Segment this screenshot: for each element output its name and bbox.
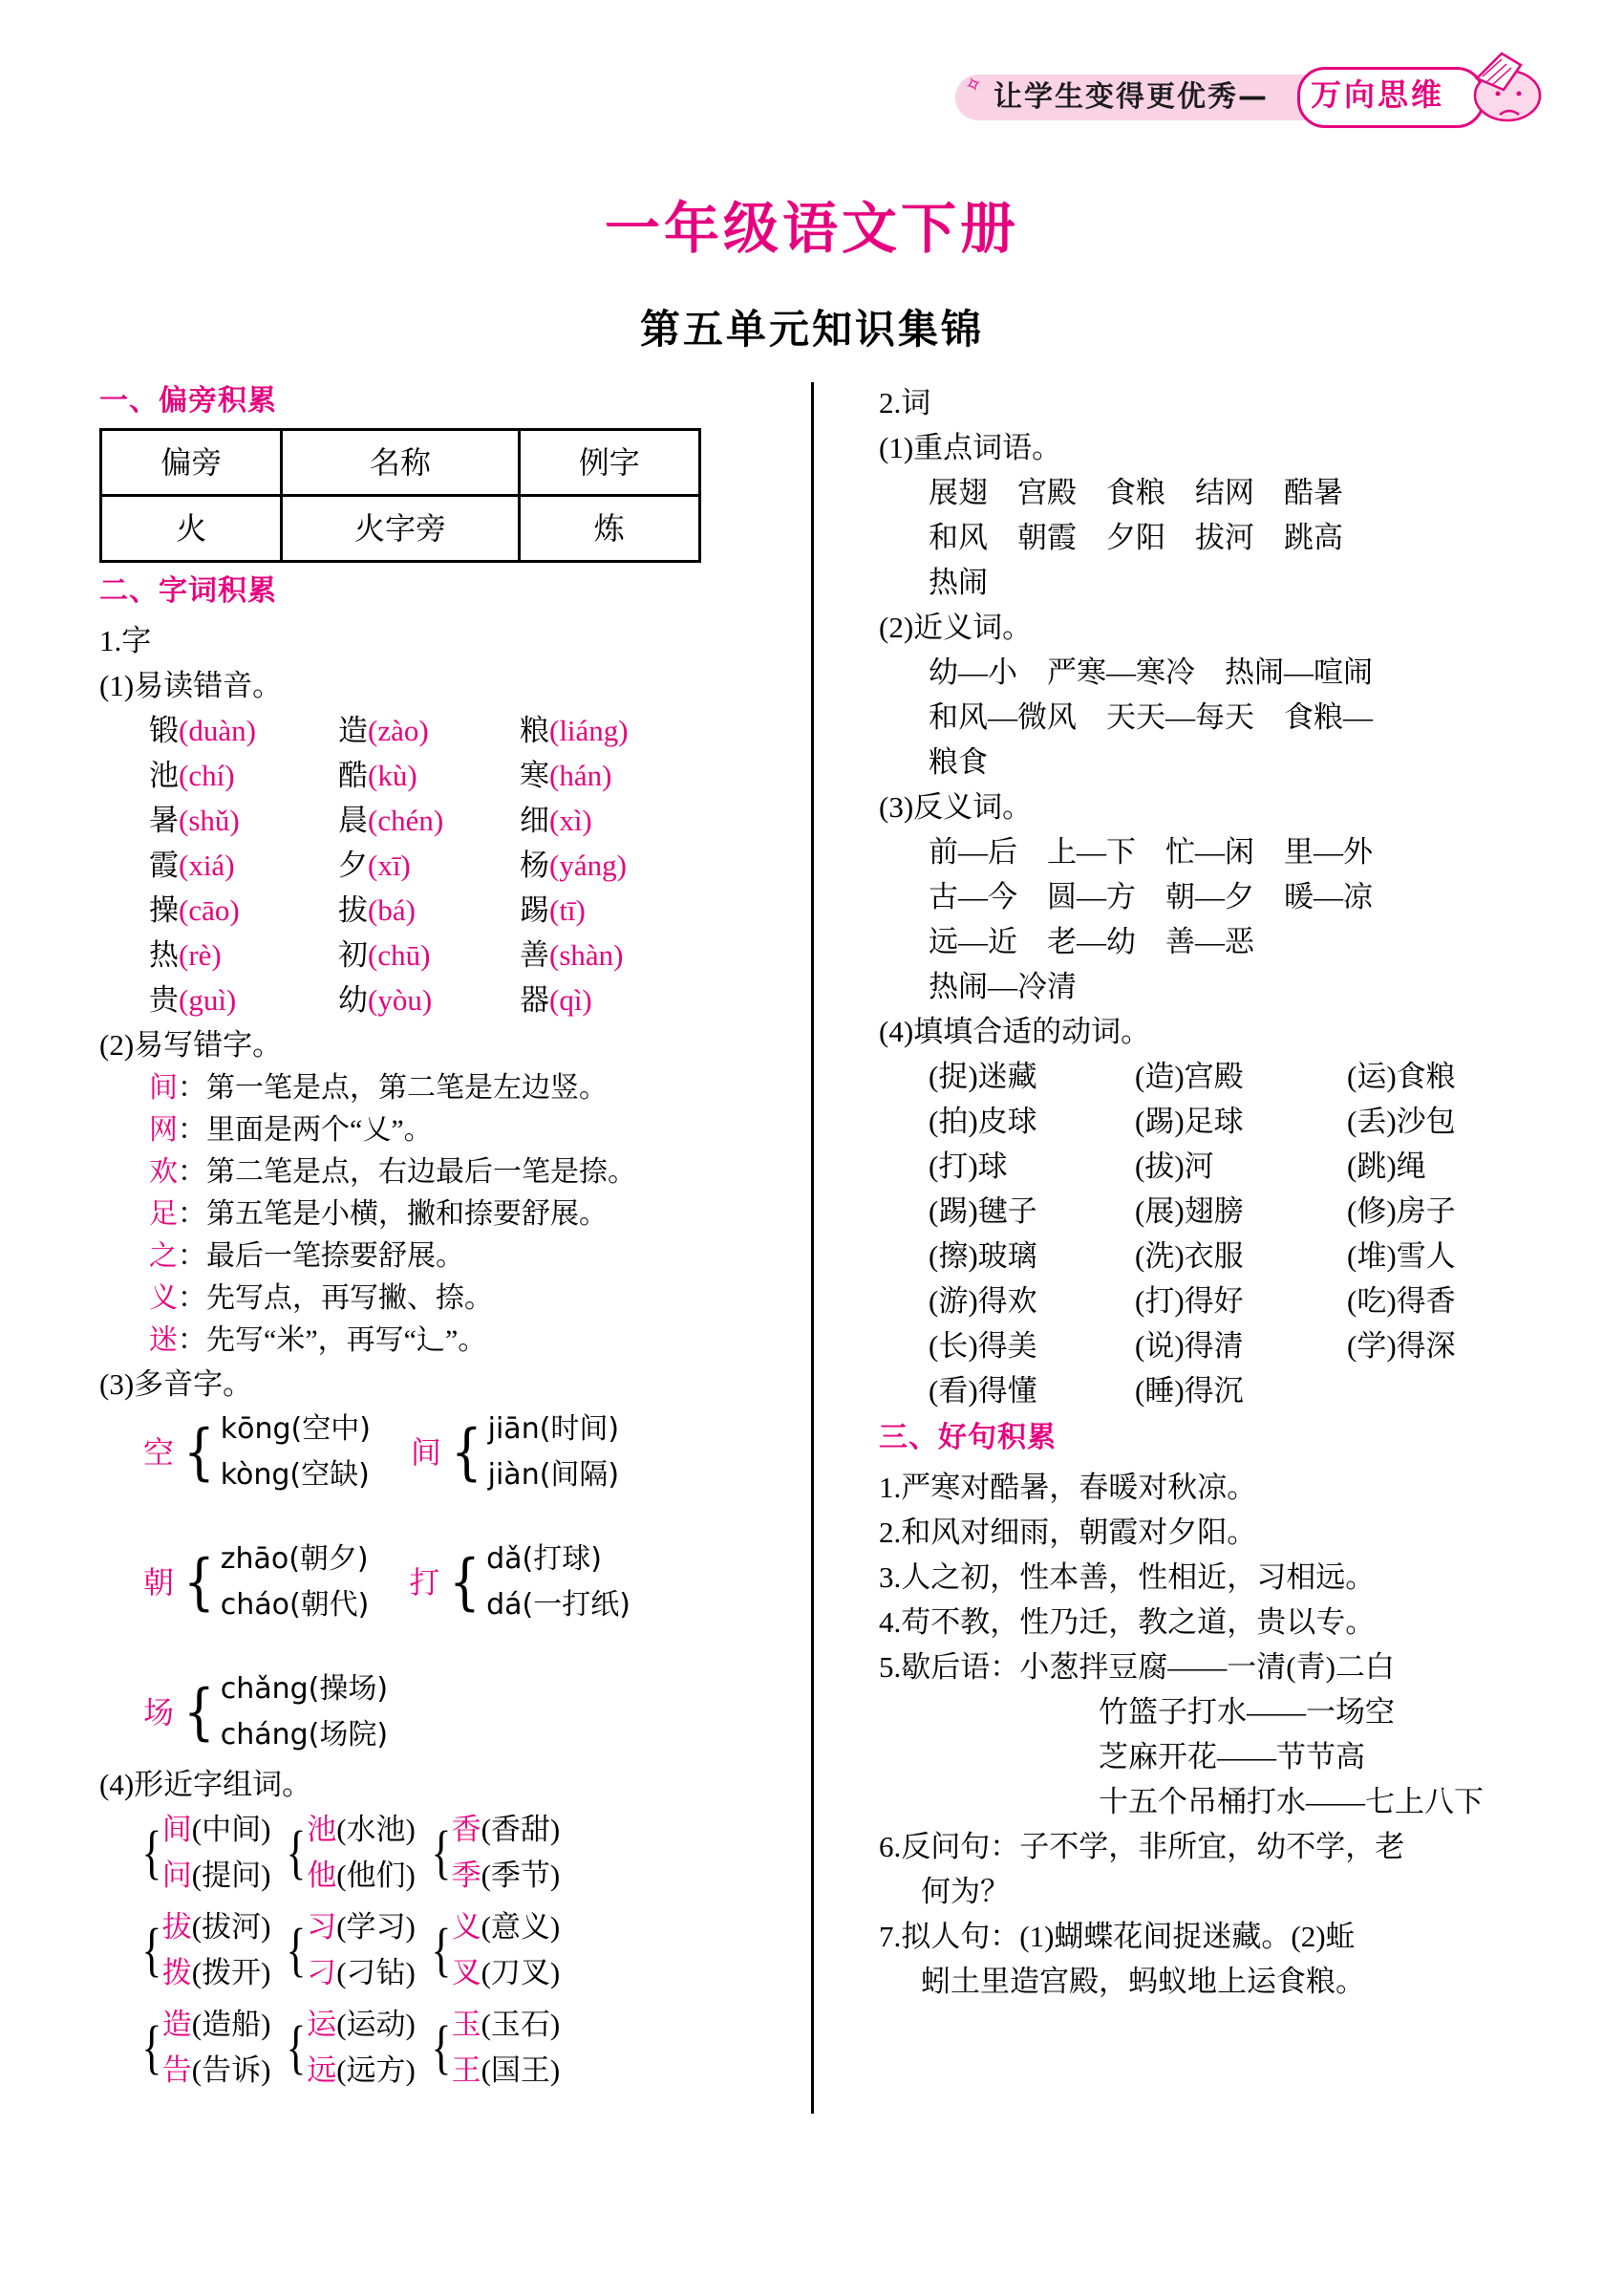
xiehouyu-line: 十五个吊桶打水——七上八下 — [1099, 1785, 1484, 1818]
pinyin-item: 杨(yáng) — [520, 849, 627, 882]
subsection-label-characters: 1.字 — [99, 624, 152, 657]
polyphonic-char: 朝 — [142, 1565, 174, 1600]
table-header-cell: 例字 — [519, 430, 699, 496]
sentence-continuation: 蚓土里造宫殿，蚂蚁地上运食粮。 — [921, 1965, 1365, 1998]
pinyin-item: 器(qì) — [520, 983, 592, 1017]
polyphonic-char: 空 — [142, 1435, 174, 1470]
similar-item: 池(水池) — [307, 1813, 416, 1846]
reading: jiān(时间) — [487, 1412, 620, 1446]
verb-item — [1347, 1368, 1557, 1413]
sentence-item: 7.拟人句：(1)蝴蝶花间捉迷藏。(2)蚯 — [879, 1920, 1356, 1953]
pinyin-grid — [99, 708, 778, 1022]
list-item: 足：第五笔是小横，撇和捺要舒展。 — [149, 1198, 608, 1230]
section-heading-vocabulary: 二、字词积累 — [99, 574, 277, 608]
sentence-item: 3.人之初，性本善，性相近，习相远。 — [879, 1560, 1376, 1594]
verb-item: (跳)绳 — [1347, 1150, 1426, 1183]
brace-icon: { — [431, 1918, 452, 1983]
item-label-mispronounced: (1)易读错音。 — [99, 669, 283, 702]
column-divider — [811, 382, 814, 2114]
page-title: 一年级语文下册 — [604, 198, 1019, 260]
table-row — [101, 496, 700, 562]
polyphonic-readings — [221, 1666, 388, 1758]
keyword-line: 热闹 — [929, 566, 988, 599]
similar-item: 运(运动) — [307, 2008, 416, 2041]
pinyin-item: 操(cāo) — [149, 893, 240, 927]
similar-item: 刁(刁钻) — [307, 1956, 416, 1989]
miswritten-list — [99, 1067, 778, 1362]
verb-item: (踢)足球 — [1135, 1105, 1244, 1138]
pinyin-item: 暑(shǔ) — [149, 804, 240, 837]
verb-item: (睡)得沉 — [1135, 1374, 1244, 1408]
synonym-line: 和风—微风 天天—每天 食粮— — [929, 700, 1373, 734]
similar-item: 问(提问) — [161, 1859, 271, 1892]
similar-item: 造(造船) — [161, 2008, 271, 2041]
similar-item: 玉(玉石) — [451, 2008, 561, 2041]
sentence-item: 1.严寒对酷暑，春暖对秋凉。 — [879, 1471, 1257, 1504]
similar-column — [282, 1807, 415, 2099]
list-item: 欢：第二笔是点，右边最后一笔是捺。 — [149, 1156, 636, 1188]
verb-item: (打)得好 — [1135, 1284, 1244, 1318]
pinyin-item: 贵(guì) — [149, 983, 237, 1017]
table-cell: 炼 — [519, 496, 699, 562]
right-column — [879, 380, 1548, 2004]
similar-item: 拨(拨开) — [161, 1956, 271, 1989]
polyphonic-readings — [486, 1537, 630, 1628]
keyword-line: 和风 朝霞 夕阳 拔河 跳高 — [929, 521, 1343, 554]
brace-icon: { — [141, 1918, 162, 1983]
verb-item: (堆)雪人 — [1347, 1239, 1456, 1273]
similar-pair — [427, 2002, 560, 2094]
polyphonic-list — [99, 1407, 778, 1762]
similar-column — [138, 1807, 270, 2099]
list-item: 间：第一笔是点，第二笔是左边竖。 — [149, 1072, 608, 1104]
similar-pair — [282, 1904, 415, 1996]
list-item: 迷：先写“米”，再写“辶”。 — [149, 1324, 487, 1356]
pinyin-item: 锻(duàn) — [149, 714, 256, 747]
section-heading-radicals: 一、偏旁积累 — [99, 384, 277, 418]
polyphonic-entry — [405, 1407, 619, 1498]
verb-item: (拍)皮球 — [929, 1105, 1037, 1138]
reading: cháng(场院) — [220, 1718, 389, 1751]
pinyin-item: 踢(tī) — [520, 893, 586, 927]
verb-grid — [879, 1054, 1548, 1413]
brace-icon: { — [183, 1417, 215, 1488]
verb-item: (长)得美 — [929, 1329, 1037, 1363]
brace-icon: { — [141, 1820, 162, 1885]
xiehouyu-line: 竹篮子打水——一场空 — [1099, 1695, 1395, 1729]
similar-pair — [427, 1904, 560, 1996]
pinyin-item: 初(chū) — [338, 938, 431, 972]
similar-item: 告(告诉) — [161, 2053, 271, 2087]
similar-item: 香(香甜) — [451, 1813, 561, 1846]
polyphonic-entry — [138, 1537, 369, 1628]
similar-item: 季(季节) — [451, 1859, 561, 1892]
pinyin-item: 粮(liáng) — [520, 714, 629, 747]
sentence-item: 5.歇后语：小葱拌豆腐——一清(青)二白 — [879, 1650, 1395, 1684]
brace-icon: { — [183, 1677, 215, 1748]
similar-item: 义(意义) — [451, 1910, 561, 1944]
table-header-cell: 偏旁 — [101, 430, 282, 496]
polyphonic-char: 场 — [142, 1695, 174, 1730]
radical-table — [99, 428, 701, 563]
pinyin-item: 夕(xī) — [338, 849, 411, 882]
pinyin-item: 细(xì) — [520, 804, 592, 837]
list-item: 义：先写点，再写撇、捺。 — [149, 1282, 493, 1314]
sentence-item: 6.反问句：子不学，非所宜，幼不学，老 — [879, 1830, 1405, 1863]
item-label-miswritten: (2)易写错字。 — [99, 1028, 283, 1062]
antonym-line: 前—后 上—下 忙—闲 里—外 — [929, 835, 1373, 869]
verb-item: (捉)迷藏 — [929, 1060, 1037, 1093]
brand-text: 万向思维 — [1311, 76, 1445, 113]
pinyin-item: 造(zào) — [338, 714, 429, 747]
page-header — [0, 0, 1624, 143]
polyphonic-readings — [221, 1537, 370, 1628]
item-label-verbs: (4)填填合适的动词。 — [879, 1015, 1151, 1048]
item-label-polyphonic: (3)多音字。 — [99, 1367, 253, 1401]
pinyin-item: 霞(xiá) — [149, 849, 235, 882]
similar-pair — [138, 1807, 270, 1899]
synonym-line: 幼—小 严寒—寒冷 热闹—喧闹 — [929, 655, 1373, 689]
table-cell: 火 — [101, 496, 282, 562]
verb-item: (洗)衣服 — [1135, 1239, 1244, 1273]
reading: kōng(空中) — [220, 1412, 371, 1446]
reading: chǎng(操场) — [220, 1672, 389, 1706]
antonym-line: 远—近 老—幼 善—恶 — [929, 925, 1254, 958]
brace-icon: { — [286, 1918, 307, 1983]
slogan-text: 让学生变得更优秀— — [994, 80, 1269, 114]
similar-pair — [427, 1807, 560, 1899]
polyphonic-entry — [138, 1407, 371, 1498]
verb-item: (拔)河 — [1135, 1150, 1214, 1183]
similar-item: 拔(拔河) — [161, 1910, 271, 1944]
reading: jiàn(间隔) — [487, 1458, 620, 1492]
table-header-cell: 名称 — [282, 430, 519, 496]
subsection-label-words: 2.词 — [879, 386, 931, 419]
polyphonic-readings — [488, 1407, 619, 1498]
verb-item: (踢)毽子 — [929, 1194, 1037, 1228]
list-item: 网：里面是两个“乂”。 — [149, 1114, 433, 1146]
reading: kòng(空缺) — [220, 1458, 370, 1492]
table-cell: 火字旁 — [282, 496, 519, 562]
pinyin-item: 幼(yòu) — [338, 983, 433, 1017]
pinyin-item: 热(rè) — [149, 938, 222, 972]
list-item: 之：最后一笔捺要舒展。 — [149, 1240, 464, 1272]
reading: cháo(朝代) — [220, 1588, 370, 1622]
section-heading-sentences: 三、好句积累 — [879, 1421, 1057, 1454]
antonym-line: 热闹—冷清 — [929, 970, 1077, 1003]
pinyin-item: 酷(kù) — [338, 759, 417, 792]
verb-item: (学)得深 — [1347, 1329, 1456, 1363]
verb-item: (丢)沙包 — [1347, 1105, 1456, 1138]
similar-chars-grid — [99, 1807, 778, 2099]
similar-item: 叉(刀叉) — [451, 1956, 561, 1989]
pinyin-item: 寒(hán) — [520, 759, 612, 792]
verb-item: (展)翅膀 — [1135, 1194, 1244, 1228]
polyphonic-readings — [221, 1407, 371, 1498]
similar-pair — [282, 2002, 415, 2094]
reading: dǎ(打球) — [486, 1542, 602, 1576]
verb-item: (擦)玻璃 — [929, 1239, 1037, 1273]
synonym-line: 粮食 — [929, 745, 988, 779]
similar-item: 习(学习) — [307, 1910, 416, 1944]
item-label-synonyms: (2)近义词。 — [879, 611, 1033, 644]
sentence-item: 4.苟不教，性乃迁，教之道，贵以专。 — [879, 1605, 1376, 1639]
item-label-keywords: (1)重点词语。 — [879, 431, 1062, 464]
similar-pair — [138, 1904, 270, 1996]
antonym-line: 古—今 圆—方 朝—夕 暖—凉 — [929, 880, 1373, 913]
verb-item: (游)得欢 — [929, 1284, 1037, 1318]
reading: dá(一打纸) — [486, 1588, 630, 1622]
similar-item: 间(中间) — [161, 1813, 271, 1846]
verb-item: (造)宫殿 — [1135, 1060, 1244, 1093]
reading: zhāo(朝夕) — [220, 1542, 369, 1576]
sentence-item: 2.和风对细雨，朝霞对夕阳。 — [879, 1515, 1257, 1549]
pinyin-item: 拔(bá) — [338, 893, 416, 927]
brace-icon: { — [286, 2015, 307, 2080]
item-label-antonyms: (3)反义词。 — [879, 790, 1033, 824]
brace-icon: { — [431, 1820, 452, 1885]
pinyin-item: 善(shàn) — [520, 938, 624, 972]
brace-icon: { — [141, 2015, 162, 2080]
verb-item: (吃)得香 — [1347, 1284, 1456, 1318]
page-subtitle: 第五单元知识集锦 — [639, 309, 984, 353]
similar-item: 王(国王) — [451, 2053, 561, 2087]
brace-icon: { — [183, 1547, 215, 1618]
similar-item: 他(他们) — [307, 1859, 416, 1892]
pinyin-item: 池(chí) — [149, 759, 235, 792]
verb-item: (打)球 — [929, 1150, 1008, 1183]
item-label-similar-chars: (4)形近字组词。 — [99, 1768, 312, 1801]
table-header-row — [101, 430, 700, 496]
brace-icon: { — [450, 1417, 482, 1488]
brace-icon: { — [431, 2015, 452, 2080]
verb-item: (看)得懂 — [929, 1374, 1037, 1408]
polyphonic-entry — [403, 1537, 630, 1628]
polyphonic-char: 间 — [410, 1435, 441, 1470]
brand-mascot-icon — [1460, 40, 1548, 128]
xiehouyu-line: 芝麻开花——节节高 — [1099, 1740, 1365, 1773]
sparkle-icon: ✧ — [961, 70, 986, 99]
brace-icon: { — [286, 1820, 307, 1885]
similar-item: 远(远方) — [307, 2053, 416, 2087]
similar-pair — [282, 1807, 415, 1899]
pinyin-item: 晨(chén) — [338, 804, 444, 837]
similar-pair — [138, 2002, 270, 2094]
polyphonic-char: 打 — [409, 1565, 440, 1600]
similar-column — [427, 1807, 560, 2099]
verb-item: (修)房子 — [1347, 1194, 1456, 1228]
keyword-line: 展翅 宫殿 食粮 结网 酷暑 — [929, 476, 1343, 509]
polyphonic-entry — [138, 1666, 388, 1758]
verb-item: (运)食粮 — [1347, 1060, 1456, 1093]
brace-icon: { — [449, 1547, 481, 1618]
verb-item: (说)得清 — [1135, 1329, 1244, 1363]
left-column — [99, 380, 778, 2099]
sentence-continuation: 何为？ — [921, 1875, 1010, 1908]
